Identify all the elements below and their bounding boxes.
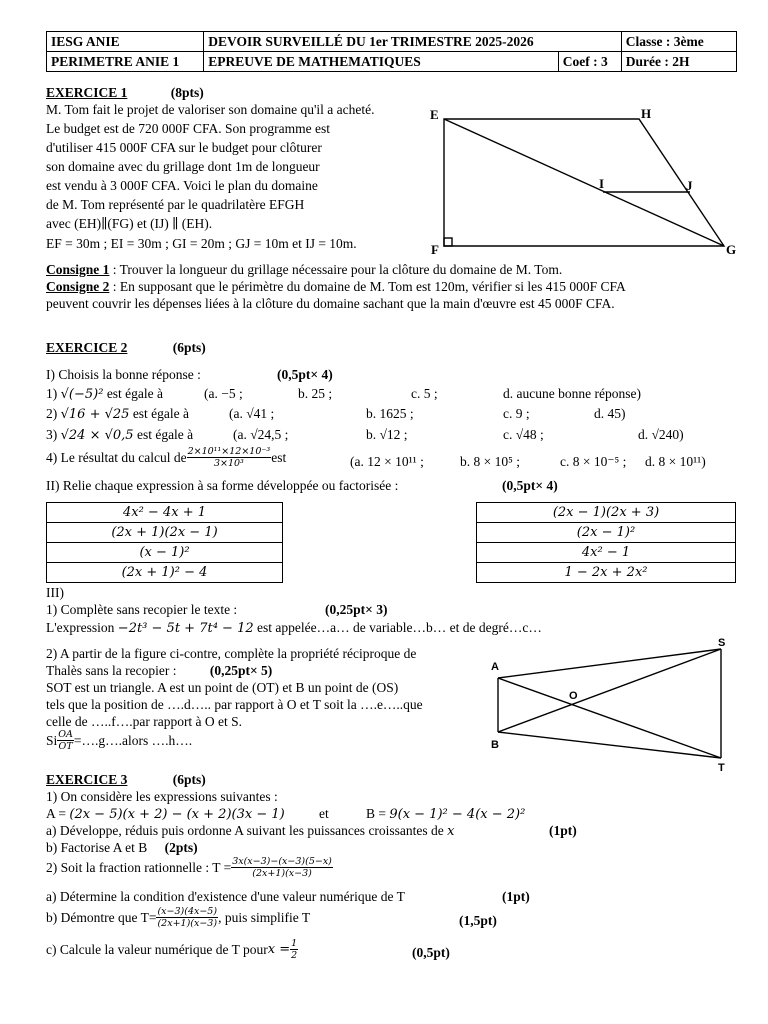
header-table <box>46 31 737 72</box>
right-expr-1: (2x − 1)(2x + 3) <box>477 503 736 523</box>
ex3-line-1: 1) On considère les expressions suivantes : <box>46 789 278 804</box>
perimetre-cell: PERIMETRE ANIE 1 <box>47 52 204 72</box>
school-name: IESG ANIE <box>47 32 204 52</box>
ex2-heading <box>46 340 206 356</box>
right-expr-2: (2x − 1)² <box>477 523 736 543</box>
question-a-text: a) Développe, réduis puis ordonne A suivant les puissances croissantes de <box>46 823 448 838</box>
question-2b-lead: b) Démontre que T= <box>46 909 157 925</box>
label-j: J <box>686 178 693 193</box>
q4-denominator: 3×10³ <box>213 458 244 469</box>
expr-b-lead: B = <box>366 806 390 821</box>
part-i-label: I) Choisis la bonne réponse : <box>46 367 201 382</box>
q4-fraction <box>187 446 272 469</box>
iii2-points: (0,25pt× 5) <box>209 663 273 678</box>
iii2-line-5: celle de …..f….par rapport à O et S. <box>46 714 243 729</box>
left-expressions-table <box>46 502 283 583</box>
part-iii-label: III) <box>46 585 64 600</box>
consigne-1-text: : Trouver la longueur du grillage nécessaire pour la clôture du domaine de M. Tom. <box>109 262 563 277</box>
q3-expression: √24 × √0,5 <box>60 428 134 443</box>
ex1-line-8: EF = 30m ; EI = 30m ; GI = 20m ; GJ = 10m et IJ = 10m. <box>46 236 357 251</box>
iii2-line-6 <box>46 729 192 752</box>
t-fraction <box>231 856 333 879</box>
label-s: S <box>718 637 726 649</box>
q4-lead: 4) Le résultat du calcul de <box>46 449 187 465</box>
q4-numerator: 2×10¹¹×12×10⁻³ <box>187 446 271 457</box>
q2-number: 2) <box>46 406 61 421</box>
q3-option-b: b. √12 ; <box>366 427 408 442</box>
ex1-line-3: d'utiliser 415 000F CFA sur le budget pour clôturer <box>46 140 322 155</box>
q2-option-a: (a. √41 ; <box>229 406 275 421</box>
ex3-question-2b <box>46 906 310 929</box>
ex1-title: EXERCICE 1 <box>46 85 128 100</box>
consigne-2 <box>46 279 626 295</box>
ex3-question-2b-points: (1,5pt) <box>459 913 497 928</box>
ex3-question-a <box>46 823 455 839</box>
right-expr-3: 4x² − 1 <box>477 543 736 563</box>
ex3-question-2a: a) Détermine la condition d'existence d'une valeur numérique de T <box>46 889 405 904</box>
part-i-points: (0,5pt× 4) <box>277 367 333 382</box>
q3-option-d: d. √240) <box>638 427 684 442</box>
part-iii-1-line <box>46 620 542 636</box>
question-4 <box>46 446 286 469</box>
oa-numerator: OA <box>58 729 73 740</box>
coef-cell: Coef : 3 <box>558 52 621 72</box>
ex1-line-2: Le budget est de 720 000F CFA. Son programme est <box>46 121 330 136</box>
segment-bt <box>498 732 721 758</box>
q1-tail: est égale à <box>103 386 164 401</box>
label-e: E <box>430 107 439 122</box>
iii1-tail: est appelée…a… de variable…b… et de degré…c… <box>253 620 542 635</box>
right-expressions-table <box>476 502 736 583</box>
q1-number: 1) <box>46 386 61 401</box>
ex2-part-i <box>46 367 333 383</box>
ex1-line-7: avec (EH)∥(FG) et (IJ) ∥ (EH). <box>46 216 213 231</box>
left-expr-3: (x − 1)² <box>47 543 283 563</box>
question-3 <box>46 427 193 443</box>
c2-denominator: 2 <box>291 950 298 961</box>
label-b: B <box>491 739 499 751</box>
iii2-line-1: 2) A partir de la figure ci-contre, complète la propriété réciproque de <box>46 646 417 661</box>
ex2-part-ii <box>46 478 398 494</box>
question-b-points: (2pts) <box>164 840 198 855</box>
ex2-title: EXERCICE 2 <box>46 340 128 355</box>
q2-option-c: c. 9 ; <box>503 406 530 421</box>
class-cell: Classe : 3ème <box>621 32 736 52</box>
part-ii-points: (0,5pt× 4) <box>502 478 558 493</box>
ex3-question-2a-points: (1pt) <box>502 889 530 904</box>
consigne-1 <box>46 262 562 278</box>
question-a-var: x <box>447 824 455 839</box>
consigne-1-label: Consigne 1 <box>46 262 110 277</box>
q4-option-a: (a. 12 × 10¹¹ ; <box>350 454 424 469</box>
iii2-line-6-lead: Si <box>46 732 58 748</box>
part-ii-label: II) Relie chaque expression à sa forme développée ou factorisée : <box>46 478 399 493</box>
label-a: A <box>491 661 499 673</box>
ex1-line-1: M. Tom fait le projet de valoriser son domaine qu'il a acheté. <box>46 102 375 117</box>
iii2-line-4: tels que la position de ….d….. par rapport à O et T soit la ….e…..que <box>46 697 423 712</box>
ex3-expr-b <box>366 806 525 822</box>
right-expr-4: 1 − 2x + 2x² <box>477 563 736 583</box>
c2-fraction <box>290 938 298 961</box>
ot-denominator: OT <box>58 741 73 752</box>
ex3-title: EXERCICE 3 <box>46 772 128 787</box>
q3-tail: est égale à <box>133 427 194 442</box>
q3-option-c: c. √48 ; <box>503 427 544 442</box>
ex3-fraction-t <box>46 856 333 879</box>
ex3-question-2c <box>46 938 298 961</box>
t-numerator: 3x(x−3)−(x−3)(5−x) <box>232 856 332 867</box>
iii2-line-2 <box>46 663 272 679</box>
ex3-heading <box>46 772 206 788</box>
c2-numerator: 1 <box>291 938 298 949</box>
q1-option-d: d. aucune bonne réponse) <box>503 386 641 401</box>
b2-denominator: (2x+1)(x−3) <box>157 918 218 929</box>
part-iii-1: 1) Complète sans recopier le texte : <box>46 602 238 617</box>
ex1-heading <box>46 85 204 101</box>
q2-tail: est égale à <box>129 406 190 421</box>
ex3-expr-a <box>46 806 285 822</box>
ex1-points: (8pts) <box>170 85 204 100</box>
consigne-2-label: Consigne 2 <box>46 279 110 294</box>
left-expr-1: 4x² − 4x + 1 <box>47 503 283 523</box>
consigne-2-text: : En supposant que le périmètre du domaine de M. Tom est 120m, vérifier si les 415 000F CFA <box>109 279 626 294</box>
ex3-question-b <box>46 840 198 856</box>
b2-numerator: (x−3)(4x−5) <box>157 906 218 917</box>
q3-option-a: (a. √24,5 ; <box>233 427 289 442</box>
label-i: I <box>599 176 605 191</box>
q4-option-b: b. 8 × 10⁵ ; <box>460 454 520 469</box>
ex1-line-5: est vendu à 3 000F CFA. Voici le plan du domaine <box>46 178 318 193</box>
ex2-points: (6pts) <box>172 340 206 355</box>
iii2-line-3: SOT est un triangle. A est un point de (OT) et B un point de (OS) <box>46 680 399 695</box>
epreuve-cell: EPREUVE DE MATHEMATIQUES <box>204 52 559 72</box>
expr-a: (2x − 5)(x + 2) − (x + 2)(3x − 1) <box>69 807 285 822</box>
right-angle-mark <box>444 238 452 246</box>
left-expr-2: (2x + 1)(2x − 1) <box>47 523 283 543</box>
ex3-et: et <box>319 806 329 821</box>
q4-option-c: c. 8 × 10⁻⁵ ; <box>560 454 627 469</box>
t-denominator: (2x+1)(x−3) <box>252 868 312 879</box>
expr-b: 9(x − 1)² − 4(x − 2)² <box>389 807 526 822</box>
fraction-t-lead: 2) Soit la fraction rationnelle : T = <box>46 859 232 875</box>
ex3-question-2c-points: (0,5pt) <box>412 945 450 960</box>
q4-option-d: d. 8 × 10¹¹) <box>645 454 706 469</box>
iii2-line-2-text: Thalès sans la recopier : <box>46 663 177 678</box>
question-2b-tail: , puis simplifie T <box>218 909 311 925</box>
exam-title: DEVOIR SURVEILLÉ DU 1er TRIMESTRE 2025-2026 <box>204 32 622 52</box>
ex3-question-a-points: (1pt) <box>549 823 577 838</box>
expr-a-lead: A = <box>46 806 70 821</box>
consigne-2-line-2: peuvent couvrir les dépenses liées à la clôture du domaine sachant que la main d'œuvre est 45 000F CFA. <box>46 296 615 311</box>
left-expr-4: (2x + 1)² − 4 <box>47 563 283 583</box>
question-b-text: b) Factorise A et B <box>46 840 148 855</box>
question-2 <box>46 406 189 422</box>
q1-option-b: b. 25 ; <box>298 386 333 401</box>
q2-expression: √16 + √25 <box>60 407 130 422</box>
segment-as <box>498 649 721 678</box>
q4-tail: est <box>271 449 287 465</box>
iii1-lead: L'expression <box>46 620 118 635</box>
q3-number: 3) <box>46 427 61 442</box>
duree-cell: Durée : 2H <box>621 52 736 72</box>
iii1-expression: −2t³ − 5t + 7t⁴ − 12 <box>117 621 254 636</box>
ex1-line-6: de M. Tom représenté par le quadrilatère EFGH <box>46 197 305 212</box>
oa-ot-fraction <box>57 729 74 752</box>
q1-option-a: (a. −5 ; <box>204 386 243 401</box>
question-1 <box>46 386 163 402</box>
q1-expression: √(−5)² <box>60 387 104 402</box>
ex1-line-4: son domaine avec du grillage dont 1m de longueur <box>46 159 320 174</box>
label-g: G <box>726 242 737 257</box>
label-t: T <box>718 762 725 774</box>
label-o: O <box>569 690 578 702</box>
iii2-line-6-tail: =….g….alors ….h…. <box>73 732 193 748</box>
q2-option-d: d. 45) <box>594 406 626 421</box>
ex1-figure <box>420 100 750 260</box>
ex3-points: (6pts) <box>172 772 206 787</box>
label-f: F <box>431 242 439 257</box>
question-2c-var: x = <box>267 942 291 957</box>
thales-figure <box>488 636 738 776</box>
question-2c-lead: c) Calcule la valeur numérique de T pour <box>46 941 268 957</box>
q1-option-c: c. 5 ; <box>411 386 438 401</box>
b2-fraction <box>156 906 218 929</box>
q2-option-b: b. 1625 ; <box>366 406 414 421</box>
part-iii-1-points: (0,25pt× 3) <box>325 602 388 617</box>
label-h: H <box>641 106 652 121</box>
